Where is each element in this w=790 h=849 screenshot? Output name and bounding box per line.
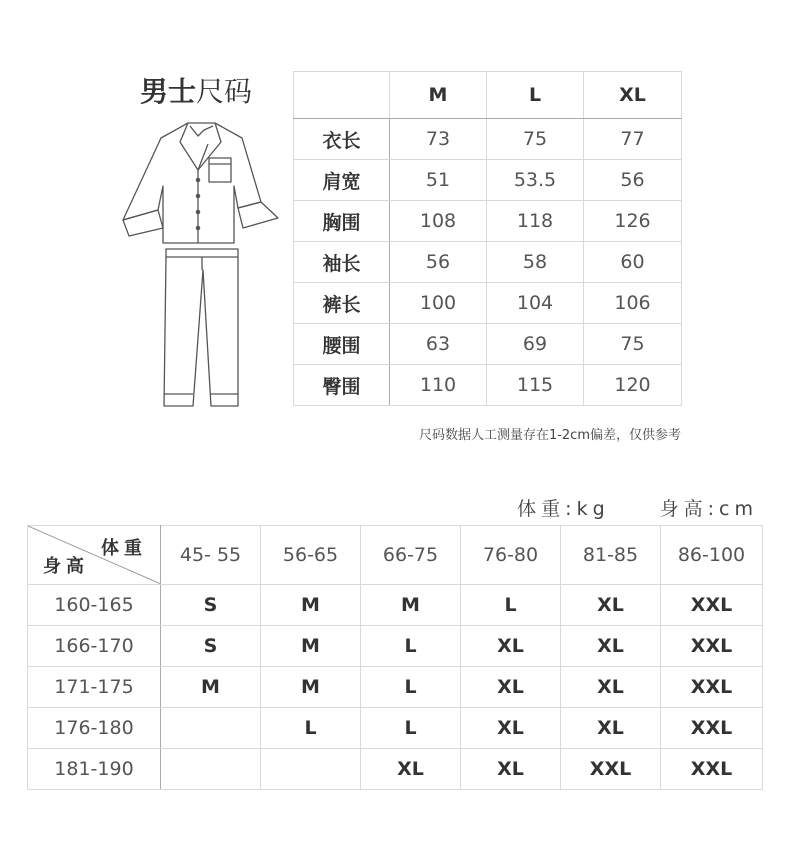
recommend-row (28, 667, 763, 708)
size-row (294, 283, 682, 324)
size-value-cell: 110 (390, 365, 487, 406)
recommended-size-cell: L (361, 667, 461, 708)
size-value-cell: 53.5 (487, 160, 584, 201)
corner-weight-label: 体重 (101, 538, 147, 559)
recommended-size-cell: XXL (561, 749, 661, 790)
size-value-cell: 69 (487, 324, 584, 365)
recommend-row (28, 585, 763, 626)
size-value-cell: 75 (487, 119, 584, 160)
size-recommend-table (27, 525, 763, 790)
recommend-row (28, 749, 763, 790)
size-value-cell: 58 (487, 242, 584, 283)
recommend-header-row (28, 526, 763, 585)
size-table-body (294, 72, 682, 406)
weight-range-header: 45- 55 (161, 526, 261, 585)
height-range-label: 160-165 (28, 585, 161, 626)
size-header-corner (294, 72, 390, 119)
weight-unit: 体重:kg (517, 498, 610, 520)
recommended-size-cell: XL (561, 667, 661, 708)
size-value-cell: 56 (390, 242, 487, 283)
size-row (294, 242, 682, 283)
size-row (294, 201, 682, 242)
size-row (294, 324, 682, 365)
size-value-cell: 118 (487, 201, 584, 242)
recommended-size-cell: S (161, 585, 261, 626)
size-row-label: 袖长 (294, 242, 390, 283)
size-value-cell: 115 (487, 365, 584, 406)
recommended-size-cell: L (261, 708, 361, 749)
recommended-size-cell: M (361, 585, 461, 626)
title-bold: 男士 (140, 75, 197, 108)
corner-height-label: 身高 (43, 556, 89, 577)
height-range-label: 166-170 (28, 626, 161, 667)
recommended-size-cell: XL (461, 708, 561, 749)
weight-range-header: 66-75 (361, 526, 461, 585)
recommend-row (28, 708, 763, 749)
recommended-size-cell: XXL (661, 585, 763, 626)
size-table (293, 71, 682, 406)
height-range-label: 181-190 (28, 749, 161, 790)
size-row-label: 裤长 (294, 283, 390, 324)
size-header-row (294, 72, 682, 119)
size-row-label: 腰围 (294, 324, 390, 365)
height-unit: 身高:cm (659, 498, 758, 520)
size-value-cell: 106 (584, 283, 682, 324)
size-value-cell: 56 (584, 160, 682, 201)
recommended-size-cell: XL (461, 626, 561, 667)
recommended-size-cell: XXL (661, 667, 763, 708)
recommended-size-cell: XXL (661, 626, 763, 667)
height-range-label: 176-180 (28, 708, 161, 749)
size-value-cell: 75 (584, 324, 682, 365)
recommended-size-cell: XXL (661, 708, 763, 749)
unit-labels (517, 494, 758, 521)
recommended-size-cell: XL (461, 667, 561, 708)
weight-range-header: 56-65 (261, 526, 361, 585)
size-row-label: 胸围 (294, 201, 390, 242)
recommend-corner-cell (28, 526, 161, 585)
size-value-cell: 60 (584, 242, 682, 283)
recommended-size-cell: XL (361, 749, 461, 790)
size-header-cell: XL (584, 72, 682, 119)
recommended-size-cell: XL (461, 749, 561, 790)
size-row (294, 365, 682, 406)
recommended-size-cell: M (261, 626, 361, 667)
size-row-label: 衣长 (294, 119, 390, 160)
recommended-size-cell: XL (561, 626, 661, 667)
size-value-cell: 126 (584, 201, 682, 242)
recommended-size-cell (161, 708, 261, 749)
size-row-label: 臀围 (294, 365, 390, 406)
size-header-cell: M (390, 72, 487, 119)
recommended-size-cell: S (161, 626, 261, 667)
recommend-row (28, 626, 763, 667)
size-value-cell: 77 (584, 119, 682, 160)
recommended-size-cell: M (161, 667, 261, 708)
size-value-cell: 63 (390, 324, 487, 365)
recommended-size-cell (161, 749, 261, 790)
size-value-cell: 108 (390, 201, 487, 242)
size-value-cell: 100 (390, 283, 487, 324)
page-title (140, 70, 252, 110)
size-row (294, 160, 682, 201)
weight-range-header: 81-85 (561, 526, 661, 585)
size-value-cell: 73 (390, 119, 487, 160)
recommended-size-cell: XXL (661, 749, 763, 790)
measurement-note: 尺码数据人工测量存在1-2cm偏差，仅供参考 (418, 428, 681, 443)
weight-range-header: 76-80 (461, 526, 561, 585)
size-row-label: 肩宽 (294, 160, 390, 201)
recommended-size-cell: L (361, 626, 461, 667)
size-row (294, 119, 682, 160)
title-regular: 尺码 (196, 75, 253, 108)
size-header-cell: L (487, 72, 584, 119)
recommended-size-cell: L (361, 708, 461, 749)
pajama-illustration (118, 118, 283, 413)
weight-range-header: 86-100 (661, 526, 763, 585)
recommended-size-cell: M (261, 667, 361, 708)
size-value-cell: 51 (390, 160, 487, 201)
height-range-label: 171-175 (28, 667, 161, 708)
recommended-size-cell: M (261, 585, 361, 626)
recommended-size-cell (261, 749, 361, 790)
recommended-size-cell: L (461, 585, 561, 626)
recommended-size-cell: XL (561, 708, 661, 749)
size-value-cell: 104 (487, 283, 584, 324)
size-value-cell: 120 (584, 365, 682, 406)
recommended-size-cell: XL (561, 585, 661, 626)
recommend-table-body (28, 526, 763, 790)
